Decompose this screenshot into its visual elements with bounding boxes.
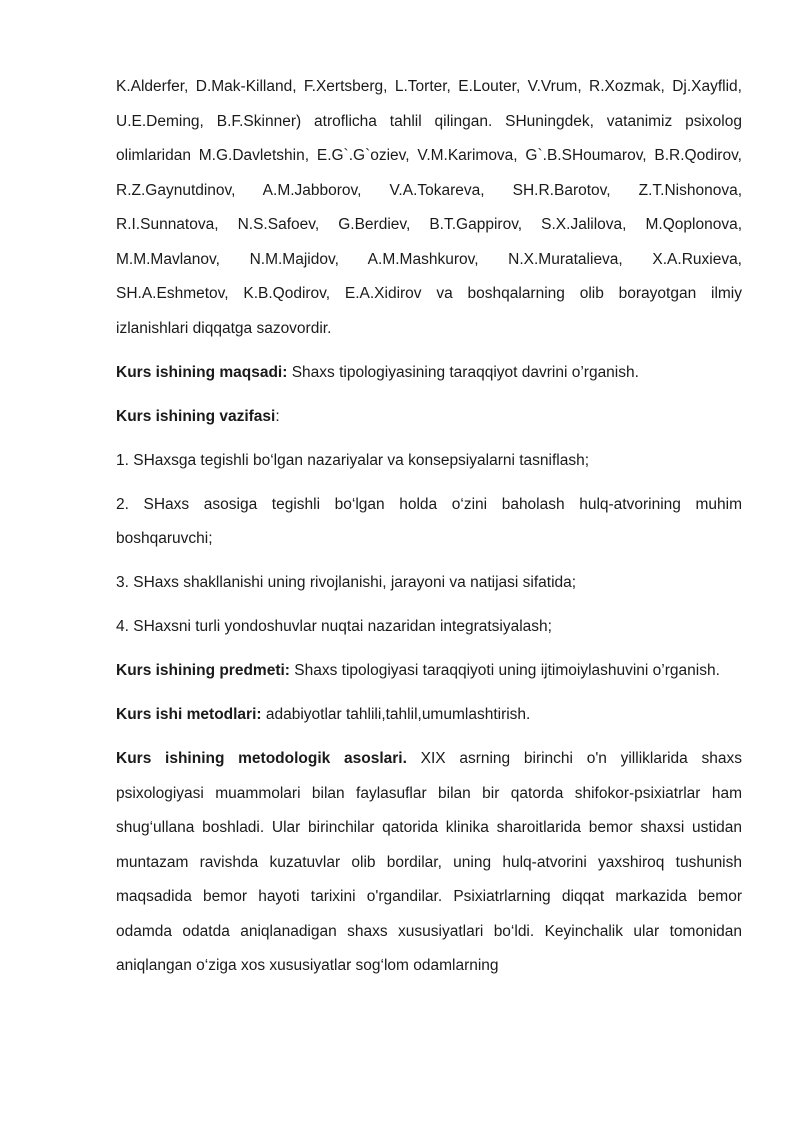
tasks-label: Kurs ishining vazifasi <box>116 408 276 425</box>
task-item-1: 1. SHaxsga tegishli bo‘lgan nazariyalar va konsepsiyalarni tasniflash; <box>116 452 590 469</box>
document-page <box>116 70 742 994</box>
goal-text: Shaxs tipologiyasining taraqqiyot davrini o’rganish. <box>287 364 639 381</box>
goal-label: Kurs ishining maqsadi: <box>116 364 288 381</box>
methods-label: Kurs ishi metodlari: <box>116 706 262 723</box>
intro-paragraph: K.Alderfer, D.Mak-Killand, F.Xertsberg, L.Torter, E.Louter, V.Vrum, R.Xozmak, Dj.Xayflid, U.E.Deming, B.F.Skinner) atroflicha tahlil qilingan. SHuningdek, vatanimiz psixolog olimlaridan M.G.Davletshin, E.G`.G`oziev, V.M.Karimova, G`.B.SHoumarov, B.R.Qodirov, R.Z.Gaynutdinov, A.M.Jabborov, V.A.Tokareva, SH.R.Barotov, Z.T.Nishonova, R.I.Sunnatova, N.S.Safoev, G.Berdiev, B.T.Gappirov, S.X.Jalilova, M.Qoplonova, M.M.Mavlanov, N.M.Majidov, A.M.Mashkurov, N.X.Muratalieva, X.A.Ruxieva, SH.A.Eshmetov, K.B.Qodirov, E.A.Xidirov va boshqalarning olib borayotgan ilmiy izlanishlari diqqatga sazovordir. <box>116 78 742 337</box>
task-item-3: 3. SHaxs shakllanishi uning rivojlanishi, jarayoni va natijasi sifatida; <box>116 574 577 591</box>
subject-paragraph <box>116 654 742 688</box>
methodology-text: XIX asrning birinchi o'n yilliklarida shaxs psixologiyasi muammolari bilan faylasuflar bilan bir qatorda shifokor-psixiatrlar ham shug‘ullana boshladi. Ular birinchilar qatorida klinika sharoitlarida bemor shaxsi ustidan muntazam ravishda kuzatuvlar olib bordilar, uning hulq-atvorini yaxshiroq tushunish maqsadida bemor hayoti tarixini o'rgandilar. Psixiatrlarning diqqat markazida bemor odamda odatda aniqlanadigan shaxs xususiyatlari bo‘ldi. Keyinchalik ular tomonidan aniqlangan o‘ziga xos xususiyatlar sog‘lom odamlarning <box>116 750 743 974</box>
methodology-label: Kurs ishining metodologik asoslari. <box>116 750 407 767</box>
tasks-suffix: : <box>275 408 280 425</box>
goal-paragraph <box>116 356 742 390</box>
methods-text: adabiyotlar tahlili,tahlil,umumlashtirish. <box>261 706 531 723</box>
subject-label: Kurs ishining predmeti: <box>116 662 290 679</box>
subject-text: Shaxs tipologiyasi taraqqiyoti uning ijtimoiylashuvini o’rganish. <box>289 662 720 679</box>
task-item-2: 2. SHaxs asosiga tegishli bo‘lgan holda o‘zini baholash hulq-atvorining muhim boshqaruvchi; <box>116 496 742 547</box>
tasks-heading <box>116 400 742 434</box>
task-item-4: 4. SHaxsni turli yondoshuvlar nuqtai nazaridan integratsiyalash; <box>116 618 552 635</box>
methodology-paragraph <box>116 742 742 984</box>
methods-paragraph <box>116 698 742 732</box>
